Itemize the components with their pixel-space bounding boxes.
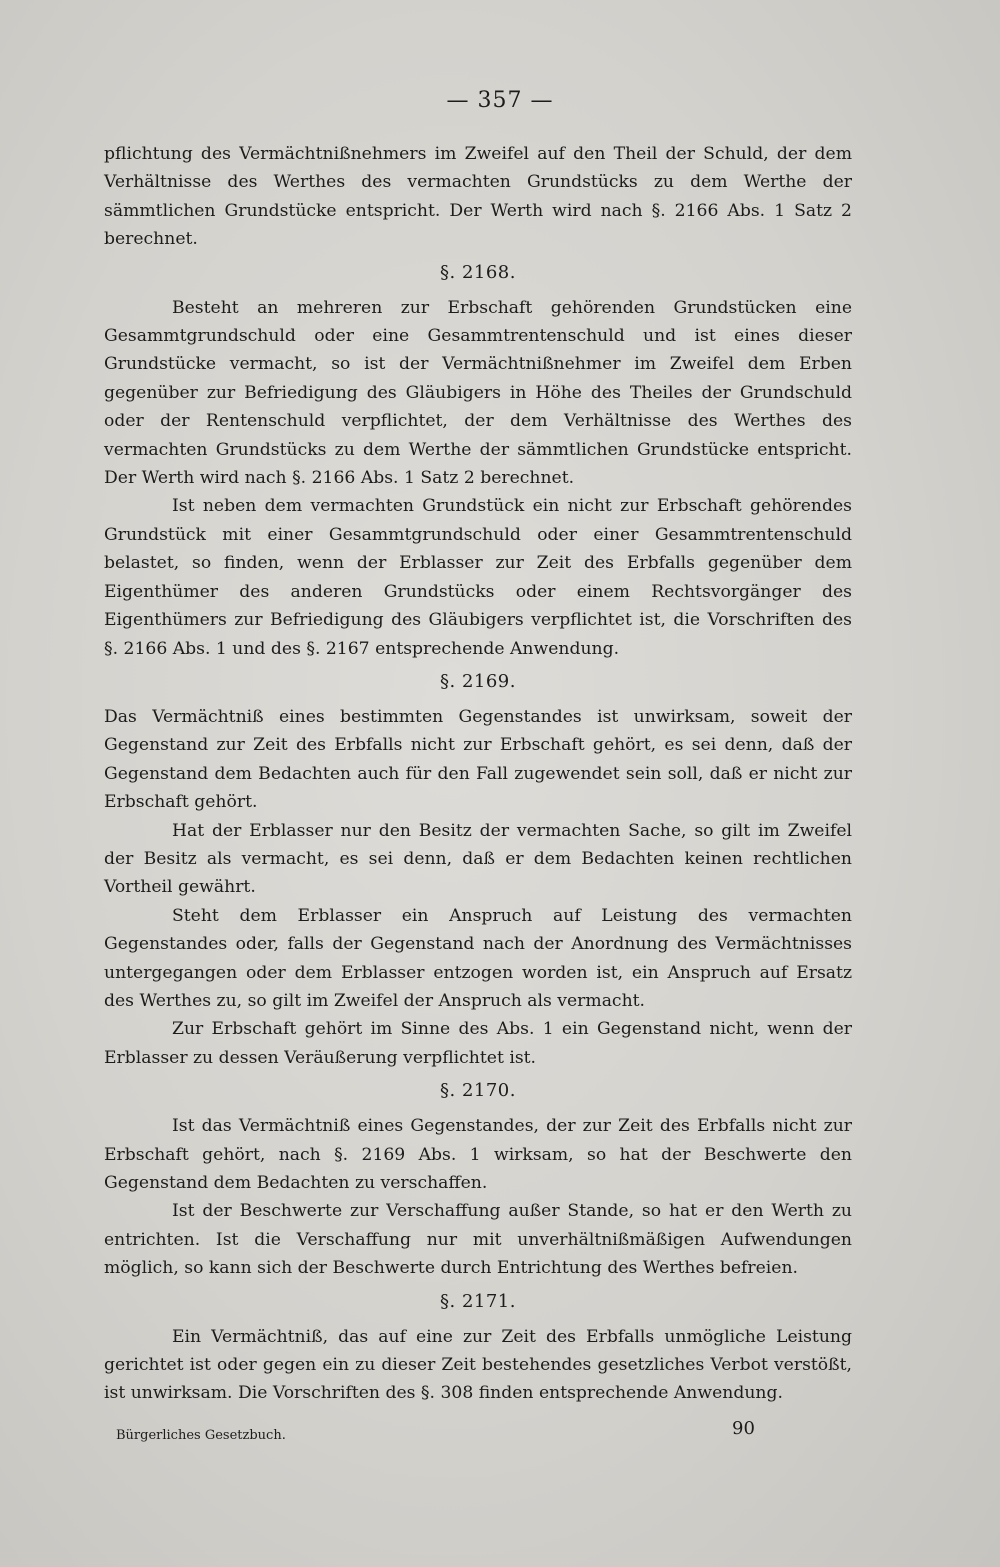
paragraph: Steht dem Erblasser ein Anspruch auf Leistung des vermachten Gegenstandes oder, falls der Gegenstand nach der Anordnung des Vermächtnisses untergegangen oder dem Erblasser entzogen worden ist, ein Anspruch auf Ersatz des Werthes zu, so gilt im Zweifel der Anspruch als vermacht. [104, 905, 852, 1011]
body-text [104, 140, 852, 1408]
footer-signature-number: 90 [732, 1418, 755, 1439]
section-heading-2169: §. 2169. [440, 670, 516, 692]
page-number: — 357 — [446, 88, 554, 113]
section-heading-2168: §. 2168. [440, 261, 516, 283]
paragraph: Ein Vermächtniß, das auf eine zur Zeit des Erbfalls unmögliche Leistung gerichtet ist oder gegen ein zu dieser Zeit bestehendes gesetzliches Verbot verstößt, ist unwirksam. Die Vorschriften des §. 308 finden entsprechende Anwendung. [104, 1326, 852, 1404]
paragraph: Hat der Erblasser nur den Besitz der vermachten Sache, so gilt im Zweifel der Besitz als vermacht, es sei denn, daß er dem Bedachten keinen rechtlichen Vortheil gewährt. [104, 820, 852, 898]
intro-paragraph: pflichtung des Vermächtnißnehmers im Zweifel auf den Theil der Schuld, der dem Verhältnisse des Werthes des vermachten Grundstücks zu dem Werthe der sämmtlichen Grundstücke entspricht. Der Werth wird nach §. 2166 Abs. 1 Satz 2 berechnet. [104, 144, 852, 250]
paragraph: Ist der Beschwerte zur Verschaffung außer Stande, so hat er den Werth zu entrichten. Ist die Verschaffung nur mit unverhältnißmäßigen Aufwendungen möglich, so kann sich der Beschwerte durch Entrichtung des Werthes befreien. [104, 1201, 852, 1279]
paragraph: Besteht an mehreren zur Erbschaft gehörenden Grundstücken eine Gesammtgrundschuld oder eine Gesammtrentenschuld und ist eines dieser Grundstücke vermacht, so ist der Vermächtnißnehmer im Zweifel dem Erben gegenüber zur Befriedigung des Gläubigers in Höhe des Theiles der Grundschuld oder der Rentenschuld verpflichtet, der dem Verhältnisse des Werthes des vermachten Grundstücks zu dem Werthe der sämmtlichen Grundstücke entspricht. Der Werth wird nach §. 2166 Abs. 1 Satz 2 berechnet. [104, 297, 852, 489]
section-heading-2170: §. 2170. [440, 1080, 516, 1102]
paragraph: Ist neben dem vermachten Grundstück ein nicht zur Erbschaft gehörendes Grundstück mit einer Gesammtgrundschuld oder einer Gesammtrentenschuld belastet, so finden, wenn der Erblasser zur Zeit des Erbfalls gegenüber dem Eigenthümer des anderen Grundstücks oder einem Rechtsvorgänger des Eigenthümers zur Befriedigung des Gläubigers verpflichtet ist, die Vorschriften des §. 2166 Abs. 1 und des §. 2167 entsprechende Anwendung. [104, 496, 852, 659]
paragraph: Das Vermächtniß eines bestimmten Gegenstandes ist unwirksam, soweit der Gegenstand zur Zeit des Erbfalls nicht zur Erbschaft gehört, es sei denn, daß der Gegenstand dem Bedachten auch für den Fall zugewendet sein soll, daß er nicht zur Erbschaft gehört. [104, 706, 852, 813]
paragraph: Zur Erbschaft gehört im Sinne des Abs. 1 ein Gegenstand nicht, wenn der Erblasser zu dessen Veräußerung verpflichtet ist. [104, 1019, 852, 1068]
footer-book-title: Bürgerliches Gesetzbuch. [116, 1428, 286, 1443]
paragraph: Ist das Vermächtniß eines Gegenstandes, der zur Zeit des Erbfalls nicht zur Erbschaft gehört, nach §. 2169 Abs. 1 wirksam, so hat der Beschwerte den Gegenstand dem Bedachten zu verschaffen. [104, 1116, 852, 1193]
section-heading-2171: §. 2171. [440, 1290, 516, 1312]
